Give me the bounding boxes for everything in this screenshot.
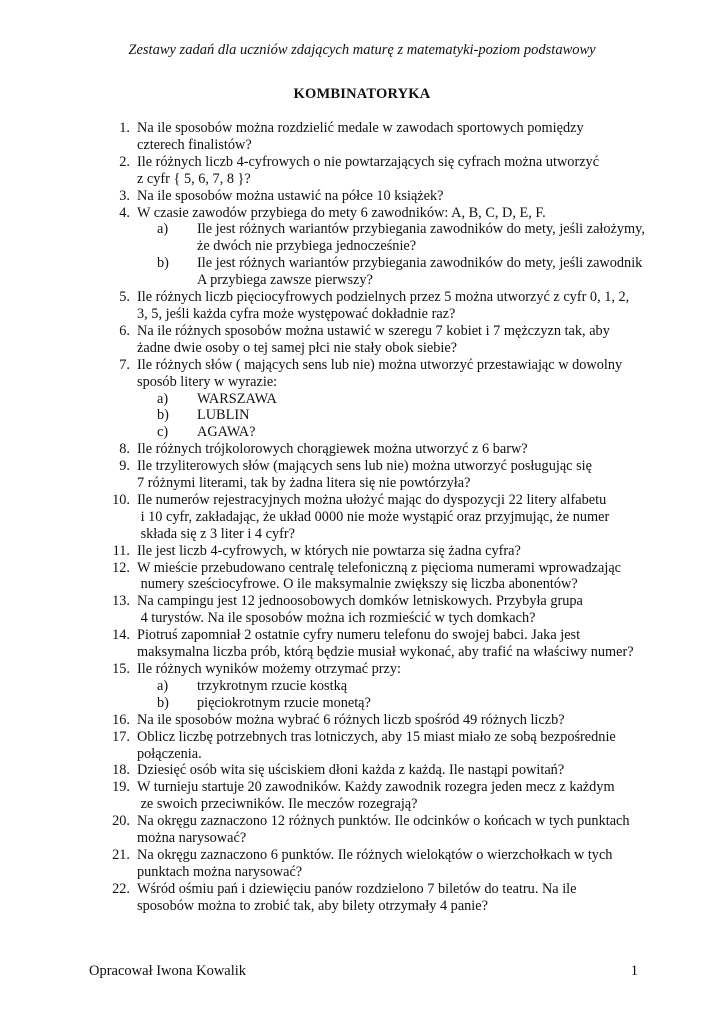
item-body [137, 661, 650, 712]
item-number: 1. [119, 120, 130, 136]
list-item [90, 712, 650, 729]
item-text: Ile numerów rejestracyjnych można ułożyć mając do dyspozycji 22 litery alfabetu i 10 cyfr, zakładając, że układ 0000 nie może wystąpić oraz przyjmując, że numer składa się z 3 liter i 4 cyfr? [137, 491, 610, 542]
item-body [137, 154, 650, 188]
item-body [137, 627, 650, 661]
item-number: 12. [112, 559, 130, 576]
item-number: 10. [112, 491, 130, 508]
item-number: 19. [112, 779, 130, 796]
page-title: KOMBINATORYKA [293, 86, 431, 102]
item-text: Dziesięć osób wita się uściskiem dłoni każda z każdą. Ile nastąpi powitań? [137, 762, 565, 779]
item-body [137, 560, 650, 594]
sub-item-label: a) [157, 677, 169, 694]
item-body [137, 762, 650, 779]
list-item [90, 762, 650, 779]
item-body [137, 847, 650, 881]
item-number: 4. [119, 204, 130, 221]
item-text: Na ile sposobów można rozdzielić medale w zawodach sportowych pomiędzy czterech finalistów? [137, 120, 584, 153]
list-item [90, 813, 650, 847]
sub-item [137, 424, 650, 441]
item-body [137, 289, 650, 323]
item-body [137, 458, 650, 492]
footer-author: Opracował Iwona Kowalik [89, 963, 247, 979]
list-item [90, 154, 650, 188]
list-item [90, 323, 650, 357]
item-text: Ile różnych wyników możemy otrzymać przy: [137, 661, 402, 677]
item-number: 8. [119, 441, 130, 458]
item-body [137, 712, 650, 729]
item-text: Ile jest liczb 4-cyfrowych, w których nie powtarza się żadna cyfra? [137, 542, 521, 559]
item-body [137, 881, 650, 915]
list-item [90, 492, 650, 543]
item-text: Na campingu jest 12 jednoosobowych domków letniskowych. Przybyła grupa 4 turystów. Na ile sposobów można ich rozmieścić w tych domkach? [137, 593, 583, 627]
item-text: Na ile sposobów można ustawić na półce 10 książek? [137, 187, 444, 204]
item-text: Ile trzyliterowych słów (mających sens lub nie) można utworzyć posługując się 7 różnymi literami, tak by żadna litera się nie powtórzyła? [137, 458, 592, 492]
item-number: 9. [119, 458, 130, 475]
list-item [90, 188, 650, 205]
list-item [90, 847, 650, 881]
item-body [137, 120, 650, 154]
sub-item [137, 678, 650, 695]
sub-item [137, 407, 650, 424]
sub-item-text: Ile jest różnych wariantów przybiegania zawodników do mety, jeśli założymy, że dwóch nie przybiega jednocześnie? [197, 221, 645, 255]
list-item [90, 661, 650, 712]
problem-list [90, 120, 650, 915]
list-item [90, 289, 650, 323]
item-number: 13. [112, 593, 130, 610]
item-number: 16. [112, 711, 130, 728]
item-body [137, 729, 650, 763]
item-text: Ile różnych liczb 4-cyfrowych o nie powtarzających się cyfrach można utworzyć z cyfr { 5, 6, 7, 8 }? [137, 153, 600, 187]
item-number: 11. [112, 542, 130, 559]
list-item [90, 543, 650, 560]
item-body [137, 205, 650, 290]
sub-item-text: AGAWA? [197, 424, 256, 441]
sub-item-label: b) [157, 407, 169, 424]
item-text: Na ile różnych sposobów można ustawić w szeregu 7 kobiet i 7 mężczyzn tak, aby żadne dwie osoby o tej samej płci nie stały obok siebie? [137, 322, 610, 356]
sub-item-text: Ile jest różnych wariantów przybiegania zawodników do mety, jeśli zawodnik A przybiega zawsze pierwszy? [197, 255, 643, 289]
item-text: Ile różnych słów ( mających sens lub nie) można utworzyć przestawiając w dowolny sposób litery w wyrazie: [137, 356, 623, 390]
item-text: W mieście przebudowano centralę telefoniczną z pięcioma numerami wprowadzając numery sześciocyfrowe. O ile maksymalnie zwiększy się liczba abonentów? [137, 559, 622, 593]
item-text: W turnieju startuje 20 zawodników. Każdy zawodnik rozegra jeden mecz z każdym ze swoich przeciwników. Ile meczów rozegrają? [137, 779, 615, 813]
item-body [137, 492, 650, 543]
sub-item-label: a) [157, 390, 169, 407]
list-item [90, 729, 650, 763]
item-body [137, 813, 650, 847]
item-number: 2. [119, 153, 130, 170]
sub-item [137, 391, 650, 408]
list-item [90, 881, 650, 915]
sub-item-text: pięciokrotnym rzucie monetą? [197, 694, 371, 711]
page-header: Zestawy zadań dla uczniów zdających maturę z matematyki-poziom podstawowy [128, 42, 596, 58]
item-number: 18. [112, 762, 130, 779]
item-number: 7. [119, 356, 130, 373]
item-number: 14. [112, 627, 130, 644]
list-item [90, 458, 650, 492]
sub-item-text: trzykrotnym rzucie kostką [197, 677, 348, 694]
sub-item-label: b) [157, 255, 169, 272]
item-text: Piotruś zapomniał 2 ostatnie cyfry numeru telefonu do swojej babci. Jaka jest maksymalna liczba prób, którą będzie musiał wykonać, aby trafić na właściwy numer? [137, 627, 634, 661]
list-item [90, 560, 650, 594]
item-body [137, 593, 650, 627]
item-number: 6. [119, 322, 130, 339]
item-text: Wśród ośmiu pań i dziewięciu panów rozdzielono 7 biletów do teatru. Na ile sposobów można to zrobić tak, aby bilety otrzymały 4 panie? [137, 880, 577, 914]
item-body [137, 357, 650, 442]
sub-item-label: b) [157, 694, 169, 711]
list-item [90, 205, 650, 290]
item-body [137, 188, 650, 205]
item-text: Ile różnych trójkolorowych chorągiewek można utworzyć z 6 barw? [137, 441, 528, 458]
item-number: 17. [112, 728, 130, 745]
sub-item [137, 255, 650, 289]
item-number: 20. [112, 813, 130, 830]
item-body [137, 323, 650, 357]
item-text: Oblicz liczbę potrzebnych tras lotniczych, aby 15 miast miało ze sobą bezpośrednie połączenia. [137, 728, 616, 762]
item-body [137, 441, 650, 458]
list-item [90, 120, 650, 154]
list-item [90, 627, 650, 661]
list-item [90, 441, 650, 458]
sub-item-label: a) [157, 221, 169, 238]
item-text: Ile różnych liczb pięciocyfrowych podzielnych przez 5 można utworzyć z cyfr 0, 1, 2, 3, 5, jeśli każda cyfra może występować dokładnie raz? [137, 289, 630, 322]
item-number: 15. [112, 661, 130, 677]
list-item [90, 779, 650, 813]
list-item [90, 357, 650, 442]
sub-item-text: LUBLIN [197, 407, 250, 424]
sub-item [137, 221, 650, 255]
item-text: Na ile sposobów można wybrać 6 różnych liczb spośród 49 różnych liczb? [137, 711, 565, 728]
item-text: Na okręgu zaznaczono 12 różnych punktów. Ile odcinków o końcach w tych punktach można narysować? [137, 813, 630, 847]
item-number: 5. [119, 289, 130, 306]
item-number: 22. [112, 880, 130, 897]
item-body [137, 779, 650, 813]
sub-item-label: c) [157, 424, 169, 441]
page-number: 1 [630, 963, 638, 979]
item-number: 21. [112, 846, 130, 863]
item-body [137, 543, 650, 560]
sub-item-text: WARSZAWA [197, 390, 277, 407]
item-number: 3. [119, 187, 130, 204]
sub-item [137, 695, 650, 712]
item-text: W czasie zawodów przybiega do mety 6 zawodników: A, B, C, D, E, F. [137, 204, 546, 221]
item-text: Na okręgu zaznaczono 6 punktów. Ile różnych wielokątów o wierzchołkach w tych punktach można narysować? [137, 846, 613, 880]
list-item [90, 593, 650, 627]
